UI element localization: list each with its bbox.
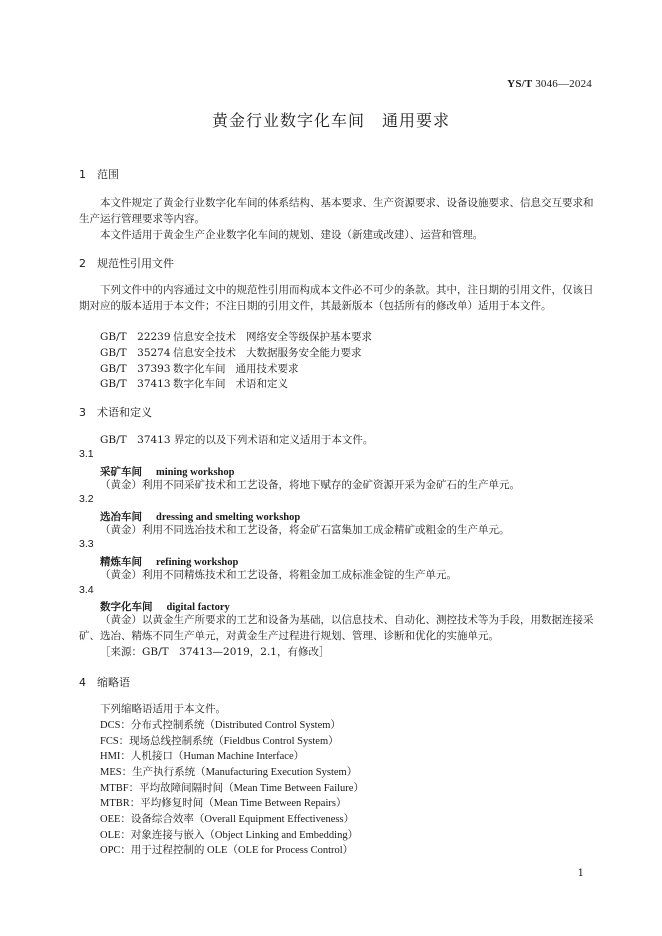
section-number: 3 bbox=[79, 406, 86, 419]
term-en: refining workshop bbox=[156, 557, 239, 568]
abbreviation-item: MES：生产执行系统（Manufacturing Execution System） bbox=[100, 767, 358, 778]
reference-title-part2: 网络安全等级保护基本要求 bbox=[246, 331, 372, 343]
term-zh: 选冶车间 bbox=[100, 511, 142, 523]
section-4-heading bbox=[79, 674, 130, 690]
section-2-heading bbox=[79, 255, 174, 271]
section-title: 规范性引用文件 bbox=[97, 257, 174, 270]
term-zh: 数字化车间 bbox=[100, 601, 153, 613]
reference-title-part2: 大数据服务安全能力要求 bbox=[246, 347, 362, 359]
abbreviation-item: OEE：设备综合效率（Overall Equipment Effectiveness） bbox=[100, 814, 355, 825]
section-2-intro: 下列文件中的内容通过文中的规范性引用而构成本文件必不可少的条款。其中，注日期的引用文件，仅该日期对应的版本适用于本文件；不注日期的引用文件，其最新版本（包括所有的修改单）适用于本文件。 bbox=[79, 284, 594, 312]
section-4-intro: 下列缩略语适用于本文件。 bbox=[100, 703, 226, 715]
normative-reference bbox=[100, 361, 299, 376]
term-source: ［来源：GB/T 37413—2019，2.1，有修改］ bbox=[100, 646, 330, 658]
term-definition: （黄金）利用不同精炼技术和工艺设备，将粗金加工成标准金锭的生产单元。 bbox=[100, 569, 457, 581]
term-zh: 采矿车间 bbox=[100, 466, 142, 478]
reference-title-part1: 信息安全技术 bbox=[173, 347, 236, 359]
abbreviation-item: MTBR：平均修复时间（Mean Time Between Repairs） bbox=[100, 798, 347, 809]
term-en: digital factory bbox=[166, 602, 230, 613]
term-zh: 精炼车间 bbox=[100, 556, 142, 568]
section-3-heading bbox=[79, 404, 152, 420]
term-definition: （黄金）以黄金生产所要求的工艺和设备为基础，以信息技术、自动化、测控技术等为手段，用数据连接采矿、选冶、精炼不同生产单元，对黄金生产过程进行规划、管理、诊断和优化的实施单元。 bbox=[79, 614, 594, 642]
standard-prefix: YS/T bbox=[507, 78, 533, 90]
standard-code: 3046—2024 bbox=[535, 78, 592, 90]
section-1-heading bbox=[79, 166, 119, 182]
term-definition: （黄金）利用不同采矿技术和工艺设备，将地下赋存的金矿资源开采为金矿石的生产单元。 bbox=[100, 479, 520, 491]
page-number: 1 bbox=[577, 868, 584, 879]
term-number: 3.3 bbox=[79, 538, 94, 550]
term-number: 3.1 bbox=[79, 448, 94, 460]
term-definition: （黄金）利用不同选冶技术和工艺设备，将金矿石富集加工成金精矿或粗金的生产单元。 bbox=[100, 524, 510, 536]
section-1-paragraph-1: 本文件规定了黄金行业数字化车间的体系结构、基本要求、生产资源要求、设备设施要求、信息交互要求和生产运行管理要求等内容。 bbox=[79, 197, 594, 225]
abbreviation-item: OPC：用于过程控制的 OLE（OLE for Process Control） bbox=[100, 845, 354, 856]
reference-code: GB/T 37413 bbox=[100, 378, 171, 390]
reference-code: GB/T 22239 bbox=[100, 331, 171, 343]
term-en: mining workshop bbox=[156, 467, 235, 478]
document-title: 黄金行业数字化车间 通用要求 bbox=[211, 111, 450, 130]
reference-code: GB/T 37393 bbox=[100, 363, 171, 375]
section-title: 术语和定义 bbox=[97, 406, 152, 419]
normative-reference bbox=[100, 376, 288, 391]
section-3-intro: GB/T 37413 界定的以及下列术语和定义适用于本文件。 bbox=[100, 434, 374, 446]
abbreviation-item: OLE：对象连接与嵌入（Object Linking and Embedding） bbox=[100, 830, 359, 841]
section-number: 4 bbox=[79, 676, 86, 689]
normative-reference bbox=[100, 329, 372, 344]
reference-code: GB/T 35274 bbox=[100, 347, 171, 359]
abbreviation-item: FCS：现场总线控制系统（Fieldbus Control System） bbox=[100, 736, 339, 747]
abbreviation-item: MTBF：平均故障间隔时间（Mean Time Between Failure） bbox=[100, 783, 364, 794]
reference-title-part2: 术语和定义 bbox=[235, 378, 288, 390]
section-number: 1 bbox=[79, 168, 86, 181]
term-number: 3.4 bbox=[79, 584, 94, 596]
abbreviation-item: DCS：分布式控制系统（Distributed Control System） bbox=[100, 720, 341, 731]
reference-title-part1: 数字化车间 bbox=[173, 378, 226, 390]
standard-number bbox=[507, 78, 592, 90]
reference-title-part1: 数字化车间 bbox=[173, 363, 226, 375]
term-number: 3.2 bbox=[79, 493, 94, 505]
section-title: 范围 bbox=[97, 168, 119, 181]
abbreviation-item: HMI：人机接口（Human Machine Interface） bbox=[100, 751, 305, 762]
reference-title-part2: 通用技术要求 bbox=[235, 363, 299, 375]
section-1-paragraph-2: 本文件适用于黄金生产企业数字化车间的规划、建设（新建或改建）、运营和管理。 bbox=[100, 229, 484, 241]
section-number: 2 bbox=[79, 257, 86, 270]
reference-title-part1: 信息安全技术 bbox=[173, 331, 236, 343]
term-en: dressing and smelting workshop bbox=[156, 512, 301, 523]
section-title: 缩略语 bbox=[97, 676, 130, 689]
normative-reference bbox=[100, 345, 362, 360]
